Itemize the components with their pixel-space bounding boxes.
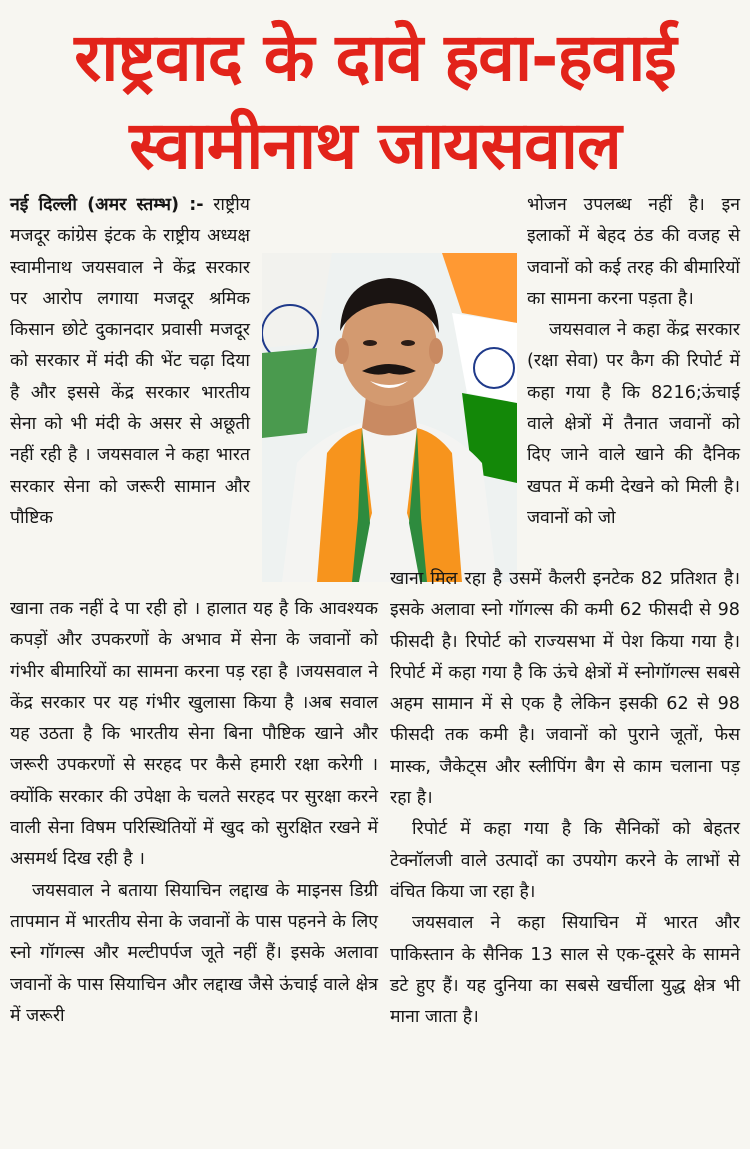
right-paragraph-3: खाना मिल रहा है उसमें कैलरी इनटेक 82 प्रतिशत है। इसके अलावा स्नो गॉगल्स की कमी 62 फीसदी से 98 फीसदी है। रिपोर्ट को राज्यसभा में पेश किया गया है। रिपोर्ट में कहा गया है कि ऊंचे क्षेत्रों में स्नोगॉगल्स सबसे अहम सामान में से एक है लेकिन इसकी 62 से 98 फीसदी तक कमी है। जवानों को पुराने जूतों, फेस मास्क, जैकेट्स और स्लीपिंग बैग से काम चलाना पड़ रहा है। <box>390 569 740 809</box>
headline-line-1: राष्ट्रवाद के दावे हवा-हवाई <box>74 19 676 96</box>
left-column-body <box>10 594 378 1032</box>
right-column-body <box>390 564 740 1033</box>
left-column-intro <box>10 190 250 534</box>
right-paragraph-2: जयसवाल ने कहा केंद्र सरकार (रक्षा सेवा) पर कैग की रिपोर्ट में कहा गया है कि 8216;ऊंचाई वाले क्षेत्रों में तैनात जवानों को दिए जाने वाले खाने की दैनिक खपत में कमी देखने को मिली है। जवानों को जो <box>527 320 740 528</box>
right-column-intro <box>527 190 740 534</box>
intro-text: राष्ट्रीय मजदूर कांग्रेस इंटक के राष्ट्रीय अध्यक्ष स्वामीनाथ जयसवाल ने केंद्र सरकार पर आरोप लगाया मजदूर श्रमिक किसान छोटे दुकानदार प्रवासी मजदूर को सरकार में मंदी की भेंट चढ़ा दिया है और इससे केंद्र सरकार भारतीय सेना को भी मंदी के असर से अछूती नहीं रही है । जयसवाल ने कहा भारत सरकार सेना को जरूरी सामान और पौष्टिक <box>10 195 250 528</box>
left-paragraph-1: खाना तक नहीं दे पा रही हो । हालात यह है कि आवश्यक कपड़ों और उपकरणों के अभाव में सेना के जवानों को गंभीर बीमारियों का सामना करना पड़ रहा है ।जयसवाल ने केंद्र सरकार पर यह गंभीर खुलासा किया है ।अब सवाल यह उठता है कि भारतीय सेना बिना पौष्टिक खाने और जरूरी उपकरणों से सरहद पर कैसे हमारी रक्षा करेगी । क्योंकि सरकार की उपेक्षा के चलते सरहद पर सुरक्षा करने वाली सेना विषम परिस्थितियों में खुद को सुरक्षित रखने में असमर्थ दिख रही है । <box>10 599 378 870</box>
portrait-photo <box>262 253 517 582</box>
right-paragraph-5: जयसवाल ने कहा सियाचिन में भारत और पाकिस्तान के सैनिक 13 साल से एक-दूसरे के सामने डटे हुए हैं। यह दुनिया का सबसे खर्चीला युद्ध क्षेत्र भी माना जाता है। <box>390 913 740 1028</box>
right-paragraph-4: रिपोर्ट में कहा गया है कि सैनिकों को बेहतर टेक्नॉलजी वाले उत्पादों का उपयोग करने के लाभों से वंचित किया जा रहा है। <box>390 819 740 902</box>
portrait-illustration <box>262 253 517 582</box>
headline-line-2: स्वामीनाथ जायसवाल <box>129 107 621 184</box>
dateline: नई दिल्ली (अमर स्तम्भ) :- <box>10 195 204 215</box>
right-paragraph-1: भोजन उपलब्ध नहीं है। इन इलाकों में बेहद ठंड की वजह से जवानों को कई तरह की बीमारियों का सामना करना पड़ता है। <box>527 195 740 309</box>
left-paragraph-2: जयसवाल ने बताया सियाचिन लद्दाख के माइनस डिग्री तापमान में भारतीय सेना के जवानों के पास पहनने के लिए स्नो गॉगल्स और मल्टीपर्पज जूते नहीं हैं। इसके अलावा जवानों के पास सियाचिन और लद्दाख जैसे ऊंचाई वाले क्षेत्र में जरूरी <box>10 880 378 1026</box>
